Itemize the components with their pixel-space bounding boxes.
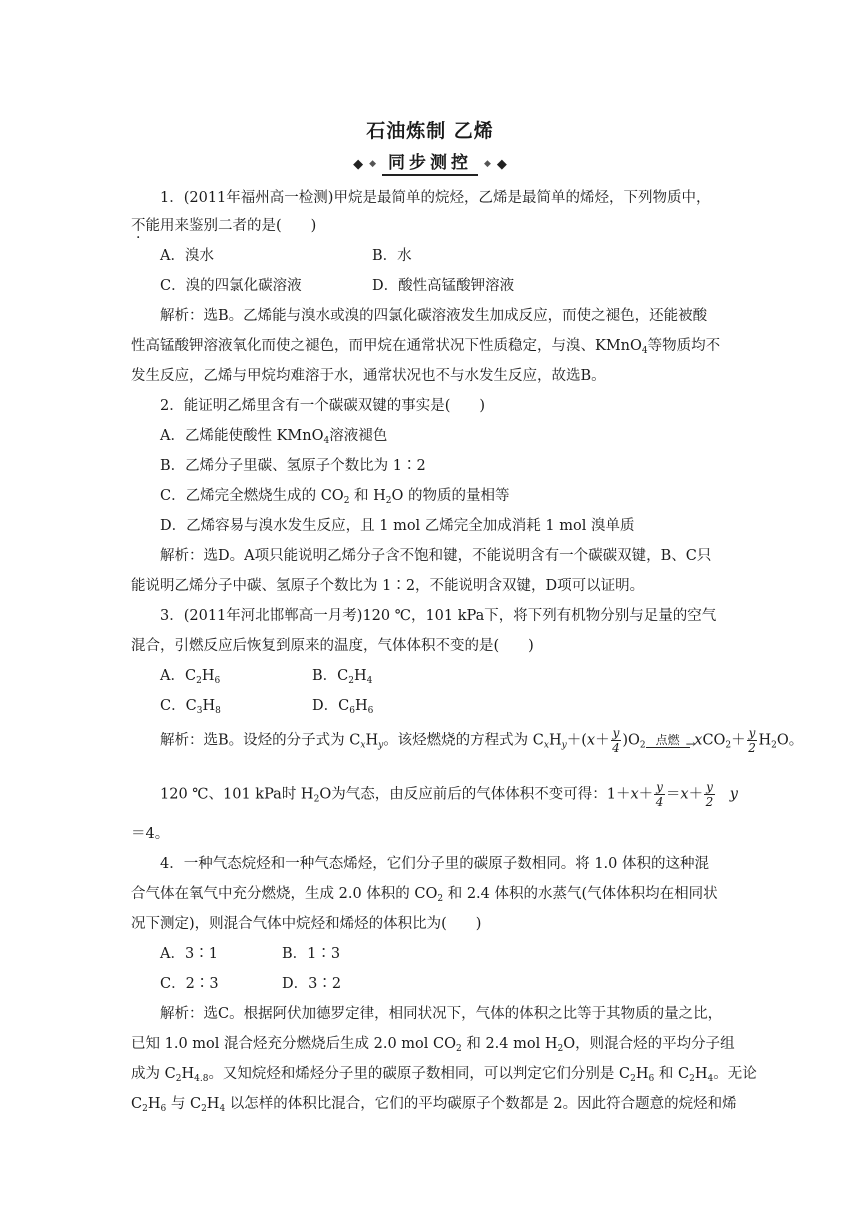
answer-line: 解析：选B。乙烯能与溴水或溴的四氯化碳溶液发生加成反应，而使之褪色，还能被酸 (160, 308, 708, 324)
question-3-line: 3．(2011年河北邯郸高一月考)120 ℃，101 kPa下，将下列有机物分别与足量的空气 (160, 608, 717, 624)
option-c: C．$C_3H_8$ (160, 698, 221, 716)
answer-line: 解析：选D。A项只能说明乙烯分子含不饱和键，不能说明含有一个碳碳双键，B、C只 (160, 548, 712, 564)
option-a: A．溴水 (160, 248, 214, 264)
banner-text: 同步测控 (382, 152, 478, 176)
option-b: B．水 (372, 248, 412, 264)
question-3-line: 混合，引燃反应后恢复到原来的温度，气体体积不变的是( ) (131, 638, 534, 654)
answer-line: ＝4。 (131, 826, 170, 842)
answer-line: 性高锰酸钾溶液氧化而使之褪色，而甲烷在通常状况下性质稳定，与溴、KMnO$_4$等物质均不 (131, 338, 721, 356)
option-a: A．乙烯能使酸性 KMnO$_4$溶液褪色 (160, 428, 388, 446)
question-1-line: 1．(2011年福州高一检测)甲烷是最简单的烷烃，乙烯是最简单的烯烃，下列物质中， (160, 190, 711, 206)
option-c: C．溴的四氯化碳溶液 (160, 278, 302, 294)
answer-line: 已知 1.0 mol 混合烃充分燃烧后生成 2.0 mol $CO_2$ 和 2.4 mol $H_2O$，则混合烃的平均分子组 (131, 1036, 735, 1054)
reaction-arrow (646, 734, 690, 748)
option-d: D．$C_6H_6$ (312, 698, 374, 716)
question-2-line: 2．能证明乙烯里含有一个碳碳双键的事实是( ) (160, 398, 486, 414)
option-d: D．3∶2 (282, 976, 342, 992)
question-4-line: 合气体在氧气中充分燃烧，生成 2.0 体积的 $CO_2$ 和 2.4 体积的水蒸气(气体体积均在相同状 (131, 886, 718, 904)
diamond-icon: ◆ (484, 159, 491, 169)
option-a: A．$C_2H_6$ (160, 668, 221, 686)
answer-line: 成为 $C_2H_{4.8}$。又知烷烃和烯烃分子里的碳原子数相同，可以判定它们分别是 $C_2H_6$ 和 $C_2H_4$。无论 (131, 1066, 757, 1084)
section-banner (0, 151, 860, 177)
answer-line: 120 ℃、101 kPa时 $H_2O$为气态，由反应前后的气体体积不变可得：1＋x＋ $\frac{y}{4}$ ＝x＋ $\frac{y}{2}$ y (160, 780, 738, 809)
answer-line: 能说明乙烯分子中碳、氢原子个数比为 1∶2，不能说明含双键，D项可以证明。 (131, 578, 645, 594)
answer-line: $C_2H_6$ 与 $C_2H_4$ 以怎样的体积比混合，它们的平均碳原子个数都是 2。因此符合题意的烷烃和烯 (131, 1096, 737, 1114)
answer-line: 解析：选C。根据阿伏加德罗定律，相同状况下，气体的体积之比等于其物质的量之比， (160, 1006, 723, 1022)
option-a: A．3∶1 (160, 946, 218, 962)
diamond-icon: ◆ (496, 156, 507, 172)
option-d: D．乙烯容易与溴水发生反应，且 1 mol 乙烯完全加成消耗 1 mol 溴单质 (160, 518, 635, 534)
emphasis-dot: 不 (131, 218, 146, 234)
page-title: 石油炼制 乙烯 (366, 120, 494, 142)
answer-line: 发生反应，乙烯与甲烷均难溶于水，通常状况也不与水发生反应，故选B。 (131, 368, 606, 384)
diamond-icon: ◆ (369, 159, 376, 169)
option-b: B．$C_2H_4$ (312, 668, 373, 686)
diamond-icon: ◆ (353, 156, 364, 172)
option-b: B．1∶3 (282, 946, 341, 962)
option-c: C．乙烯完全燃烧生成的 $CO_2$ 和 $H_2O$ 的物质的量相等 (160, 488, 510, 506)
reaction-condition: 点燃 (655, 732, 680, 747)
option-b: B．乙烯分子里碳、氢原子个数比为 1∶2 (160, 458, 426, 474)
question-1-line (131, 216, 316, 236)
question-4-line: 4．一种气态烷烃和一种气态烯烃，它们分子里的碳原子数相同。将 1.0 体积的这种混 (160, 856, 710, 872)
question-4-line: 况下测定)，则混合气体中烷烃和烯烃的体积比为( ) (131, 916, 482, 932)
option-c: C．2∶3 (160, 976, 219, 992)
option-d: D．酸性高锰酸钾溶液 (372, 278, 515, 294)
question-1-text: 能用来鉴别二者的是( ) (145, 218, 317, 234)
answer-line: 解析：选B。设烃的分子式为 $C_xH_y$。该烃燃烧的方程式为 $C_xH_y+(x+$ $\frac{y}{4}$ )$O_2$ 点燃 → xCO$_2$＋ $\frac{y}{2}$ $H_2O$。 (160, 726, 803, 755)
